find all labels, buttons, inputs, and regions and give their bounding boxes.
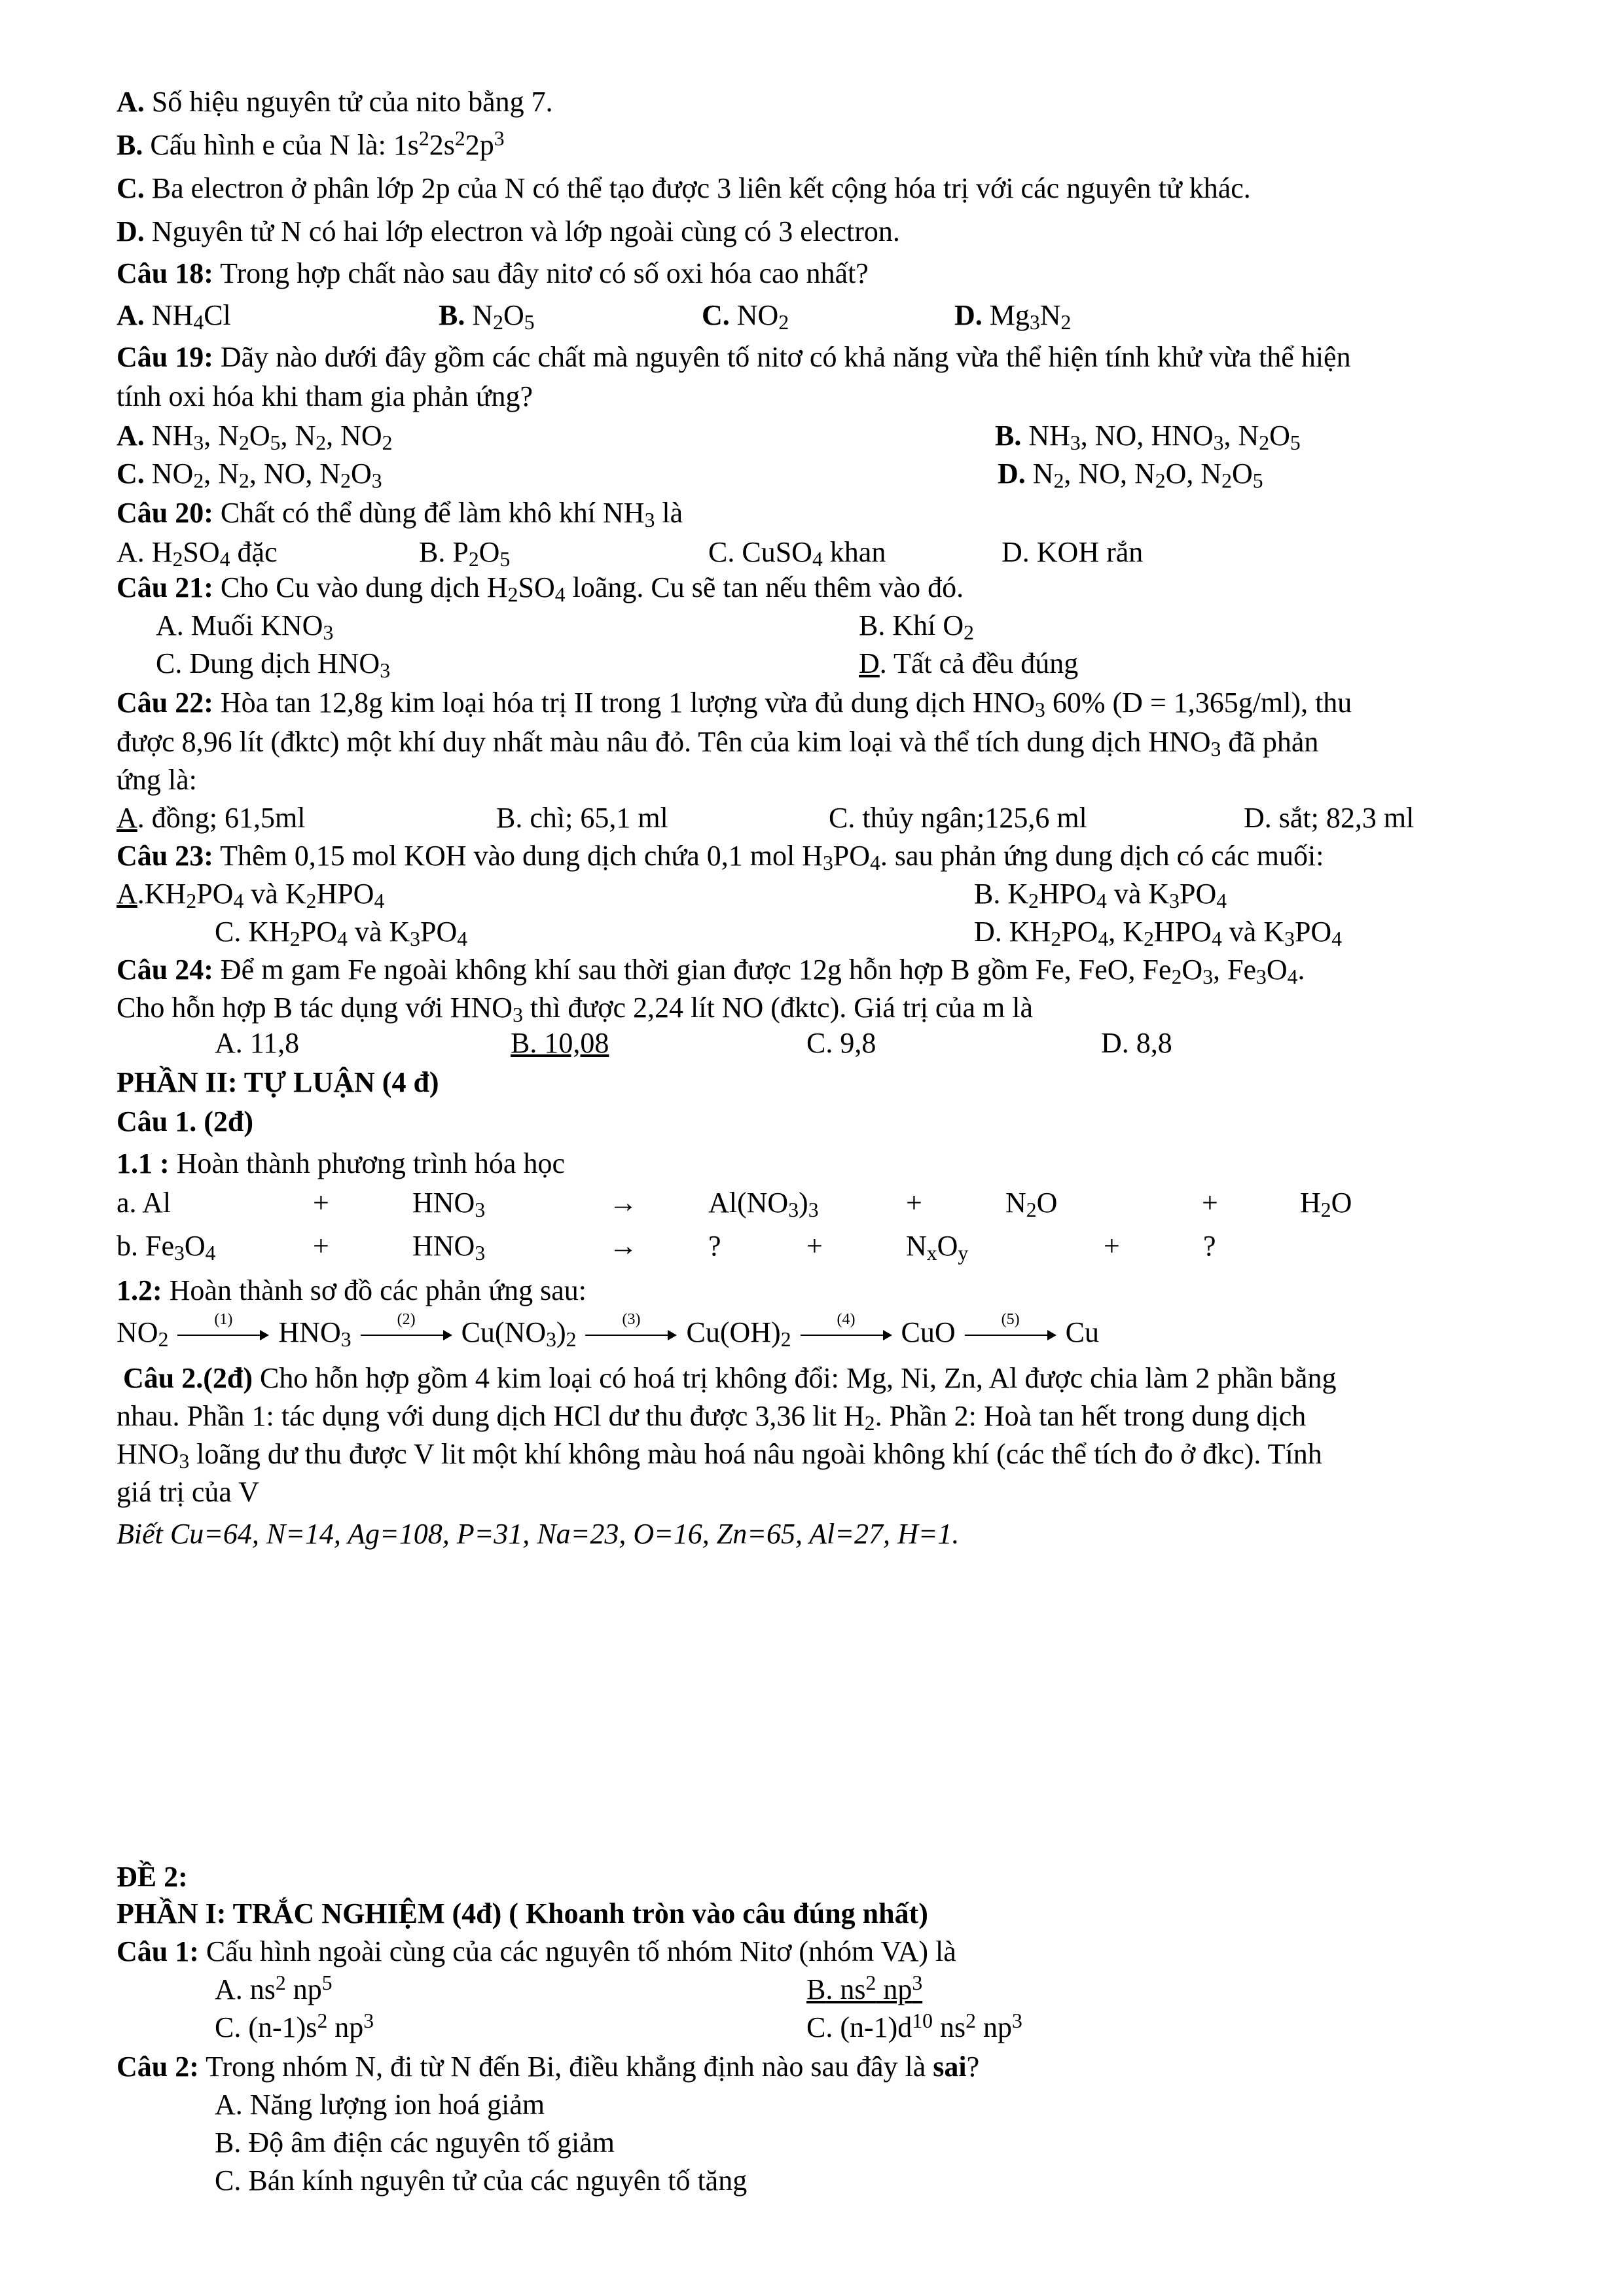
q22-option-c: C. thủy ngân;125,6 ml: [829, 802, 1087, 834]
atomic-masses-note: Biết Cu=64, N=14, Ag=108, P=31, Na=23, O=16, Zn=65, Al=27, H=1.: [117, 1518, 960, 1550]
equation-b: [117, 1228, 1524, 1267]
q20-option-c: C. CuSO$_4$ khan: [708, 536, 886, 571]
eq-b-plus-1: +: [313, 1230, 329, 1262]
q20-options: [117, 534, 1524, 571]
eq-b-plus-3: +: [1104, 1230, 1120, 1262]
q17-option-d: D. Nguyên tử N có hai lớp electron và lớp ngoài cùng có 3 electron.: [117, 215, 900, 247]
q23-options-cd: [117, 914, 1524, 950]
q22-option-a: A. đồng; 61,5ml: [117, 802, 306, 834]
chain-cu-nitrate: $Cu(NO_3)_2$: [461, 1316, 577, 1351]
eq-a-product-h2o: $H_2O$: [1300, 1187, 1352, 1221]
exam-2-q1-option-c2: C. $(n-1)d^{10}$ $ns^2$ $np^3$: [806, 2009, 1022, 2043]
equation-a: [117, 1185, 1524, 1224]
q22-stem-line3: ứng là:: [117, 764, 197, 796]
eq-a-reactant-al: a. Al: [117, 1187, 171, 1219]
eq-a-plus-2: +: [906, 1187, 922, 1219]
exam-2-q1-options-ab: [117, 1971, 1524, 2008]
exam-2-q1-stem: Câu 1: Cấu hình ngoài cùng của các nguyên tố nhóm Nitơ (nhóm VA) là: [117, 1935, 956, 1967]
chain-arrow-5: (5): [965, 1325, 1056, 1345]
exam-2-title: ĐỀ 2:: [117, 1861, 188, 1893]
chain-arrow-2: (2): [361, 1325, 452, 1345]
q23-options-ab: [117, 876, 1524, 912]
q20-option-d: D. KOH rắn: [1001, 536, 1144, 568]
q17-option-c: C. Ba electron ở phân lớp 2p của N có thể tạo được 3 liên kết cộng hóa trị với các nguyên tử khác.: [117, 172, 1251, 204]
eq-b-product-unknown-2: ?: [1203, 1230, 1216, 1262]
eq-a-plus-1: +: [313, 1187, 329, 1219]
part2-question2-line3: $HNO_3$ loãng dư thu được V lit một khí không màu hoá nâu ngoài không khí (các thể tích đo ở đkc). Tính: [117, 1438, 1322, 1473]
q24-stem-line2: Cho hỗn hợp B tác dụng với $HNO_3$ thì được 2,24 lít NO (đktc). Giá trị của m là: [117, 992, 1033, 1026]
chain-cu-hydroxide: $Cu(OH)_2$: [686, 1316, 791, 1351]
q24-stem-line1: Câu 24: Để m gam Fe ngoài không khí sau thời gian được 12g hỗn hợp B gồm Fe, FeO, $Fe_2O_3$, $Fe_3O_4$.: [117, 954, 1305, 988]
eq-a-product-al-nitrate: $Al(NO_3)_3$: [708, 1187, 819, 1221]
q24-options: [117, 1025, 1524, 1062]
chain-arrow-1: (1): [177, 1325, 269, 1345]
q18-stem: Câu 18: Trong hợp chất nào sau đây nitơ có số oxi hóa cao nhất?: [117, 257, 869, 289]
exam-2-q2-option-b: B. Độ âm điện các nguyên tố giảm: [215, 2126, 615, 2159]
q23-option-c: C. $KH_2PO_4$ và $K_3PO_4$: [215, 916, 468, 950]
chain-no2: $NO_2$: [117, 1316, 169, 1351]
part2-section-1-2: 1.2: Hoàn thành sơ đồ các phản ứng sau:: [117, 1274, 586, 1306]
eq-b-product-unknown-1: ?: [708, 1230, 721, 1262]
reaction-chain: [117, 1310, 1100, 1351]
q21-option-c: C. Dung dịch $HNO_3$: [156, 647, 391, 682]
q21-stem: Câu 21: Cho Cu vào dung dịch $H_2SO_4$ loãng. Cu sẽ tan nếu thêm vào đó.: [117, 571, 964, 606]
q20-stem: Câu 20: Chất có thể dùng để làm khô khí $NH_3$ là: [117, 497, 683, 531]
exam-2-part1-heading: PHẦN I: TRẮC NGHIỆM (4đ) ( Khoanh tròn vào câu đúng nhất): [117, 1897, 928, 1929]
q22-stem-line1: Câu 22: Hòa tan 12,8g kim loại hóa trị II trong 1 lượng vừa đủ dung dịch $HNO_3$ 60% (D = 1,365g/ml), thu: [117, 687, 1352, 721]
q21-option-d: D. Tất cả đều đúng: [859, 647, 1079, 679]
q18-option-d: D. $Mg_3N_2$: [954, 299, 1072, 334]
q21-options-cd: [117, 645, 1524, 682]
part2-question2-line4: giá trị của V: [117, 1476, 259, 1508]
q18-options: [117, 297, 1524, 334]
q17-option-a: A. Số hiệu nguyên tử của nito bằng 7.: [117, 86, 553, 118]
chain-arrow-4: (4): [801, 1325, 892, 1345]
q18-option-c: C. $NO_2$: [702, 299, 789, 334]
q23-option-a: $A.KH_2PO_4$ và $K_2HPO_4$: [117, 878, 385, 912]
part2-question1-heading: Câu 1. (2đ): [117, 1105, 254, 1138]
q19-option-a: A. $NH_3$, $N_2O_5$, $N_2$, $NO_2$: [117, 420, 393, 454]
part2-section-1-1: 1.1 : Hoàn thành phương trình hóa học: [117, 1147, 565, 1179]
q22-option-b: B. chì; 65,1 ml: [496, 802, 668, 834]
chain-cuo: CuO: [901, 1316, 956, 1348]
eq-b-reactant-fe3o4: b. $Fe_3O_4$: [117, 1230, 216, 1265]
eq-a-product-n2o: $N_2O$: [1005, 1187, 1058, 1221]
q18-option-a: A. $NH_4Cl$: [117, 299, 231, 334]
q24-option-a: A. 11,8: [215, 1027, 300, 1059]
q19-option-c: C. $NO_2$, $N_2$, NO, $N_2O_3$: [117, 457, 382, 492]
q21-options-ab: [117, 607, 1524, 644]
chain-hno3: $HNO_3$: [278, 1316, 352, 1351]
q19-options-ab: [117, 418, 1524, 454]
q24-option-b: B. 10,08: [511, 1027, 609, 1059]
eq-b-reactant-hno3: $HNO_3$: [412, 1230, 486, 1265]
q21-option-b: B. Khí $O_2$: [859, 609, 974, 644]
eq-a-plus-3: +: [1202, 1187, 1218, 1219]
q19-options-cd: [117, 456, 1524, 492]
q23-option-b: B. $K_2HPO_4$ và $K_3PO_4$: [974, 878, 1227, 912]
q23-stem: Câu 23: Thêm 0,15 mol KOH vào dung dịch chứa 0,1 mol $H_3PO_4$. sau phản ứng dung dịch có các muối:: [117, 840, 1324, 874]
q20-option-a: A. $H_2SO_4$ đặc: [117, 536, 278, 571]
eq-a-arrow: →: [609, 1187, 638, 1219]
q22-option-d: D. sắt; 82,3 ml: [1244, 802, 1415, 834]
exam-2-q1-options-cd: [117, 2009, 1524, 2046]
document-page: [117, 0, 1524, 2296]
q24-option-d: D. 8,8: [1101, 1027, 1172, 1059]
q21-option-a: A. Muối $KNO_3$: [156, 609, 334, 644]
exam-2-q2-option-c: C. Bán kính nguyên tử của các nguyên tố tăng: [215, 2164, 748, 2197]
chain-cu: Cu: [1065, 1316, 1100, 1348]
exam-2-q1-option-a: A. $ns^2$ $np^5$: [215, 1971, 333, 2005]
q19-stem-line2: tính oxi hóa khi tham gia phản ứng?: [117, 380, 533, 412]
eq-a-reactant-hno3: $HNO_3$: [412, 1187, 486, 1221]
chain-arrow-3: (3): [585, 1325, 677, 1345]
part2-question2-line2: nhau. Phần 1: tác dụng với dung dịch HCl dư thu được 3,36 lit $H_2$. Phần 2: Hoà tan hết trong dung dịch: [117, 1400, 1307, 1435]
q22-options: [117, 800, 1524, 836]
part2-question2-line1: Câu 2.(2đ) Cho hỗn hợp gồm 4 kim loại có hoá trị không đổi: Mg, Ni, Zn, Al được chia làm 2 phần bằng: [123, 1362, 1337, 1394]
exam-2-q1-option-c: C. $(n-1)s^2$ $np^3$: [215, 2009, 374, 2043]
exam-2-q2-stem: Câu 2: Trong nhóm N, đi từ N đến Bi, điều khẳng định nào sau đây là sai?: [117, 2051, 980, 2083]
eq-b-plus-2: +: [806, 1230, 823, 1262]
q24-option-c: C. 9,8: [806, 1027, 876, 1059]
q17-option-b: B. Cấu hình e của N là: $1s^22s^22p^3$: [117, 126, 505, 161]
q22-stem-line2: được 8,96 lít (đktc) một khí duy nhất màu nâu đỏ. Tên của kim loại và thể tích dung dịch $HNO_3$ đã phản: [117, 726, 1319, 761]
eq-b-product-nxoy: $N_xO_y$: [906, 1230, 969, 1265]
q19-stem-line1: Câu 19: Dãy nào dưới đây gồm các chất mà nguyên tố nitơ có khả năng vừa thể hiện tính khử vừa thể hiện: [117, 341, 1351, 373]
q19-option-d: D. $N_2$, NO, $N_2O$, $N_2O_5$: [998, 457, 1263, 492]
exam-2-q2-option-a: A. Năng lượng ion hoá giảm: [215, 2089, 545, 2121]
eq-b-arrow: →: [609, 1230, 638, 1262]
exam-2-q1-option-b: B. $ns^2$ $np^3$: [806, 1971, 923, 2005]
q19-option-b: B. $NH_3$, NO, $HNO_3$, $N_2O_5$: [995, 420, 1301, 454]
part2-heading: PHẦN II: TỰ LUẬN (4 đ): [117, 1066, 439, 1098]
q23-option-d: D. $KH_2PO_4$, $K_2HPO_4$ và $K_3PO_4$: [974, 916, 1343, 950]
q18-option-b: B. $N_2O_5$: [439, 299, 535, 334]
q20-option-b: B. $P_2O_5$: [419, 536, 511, 571]
